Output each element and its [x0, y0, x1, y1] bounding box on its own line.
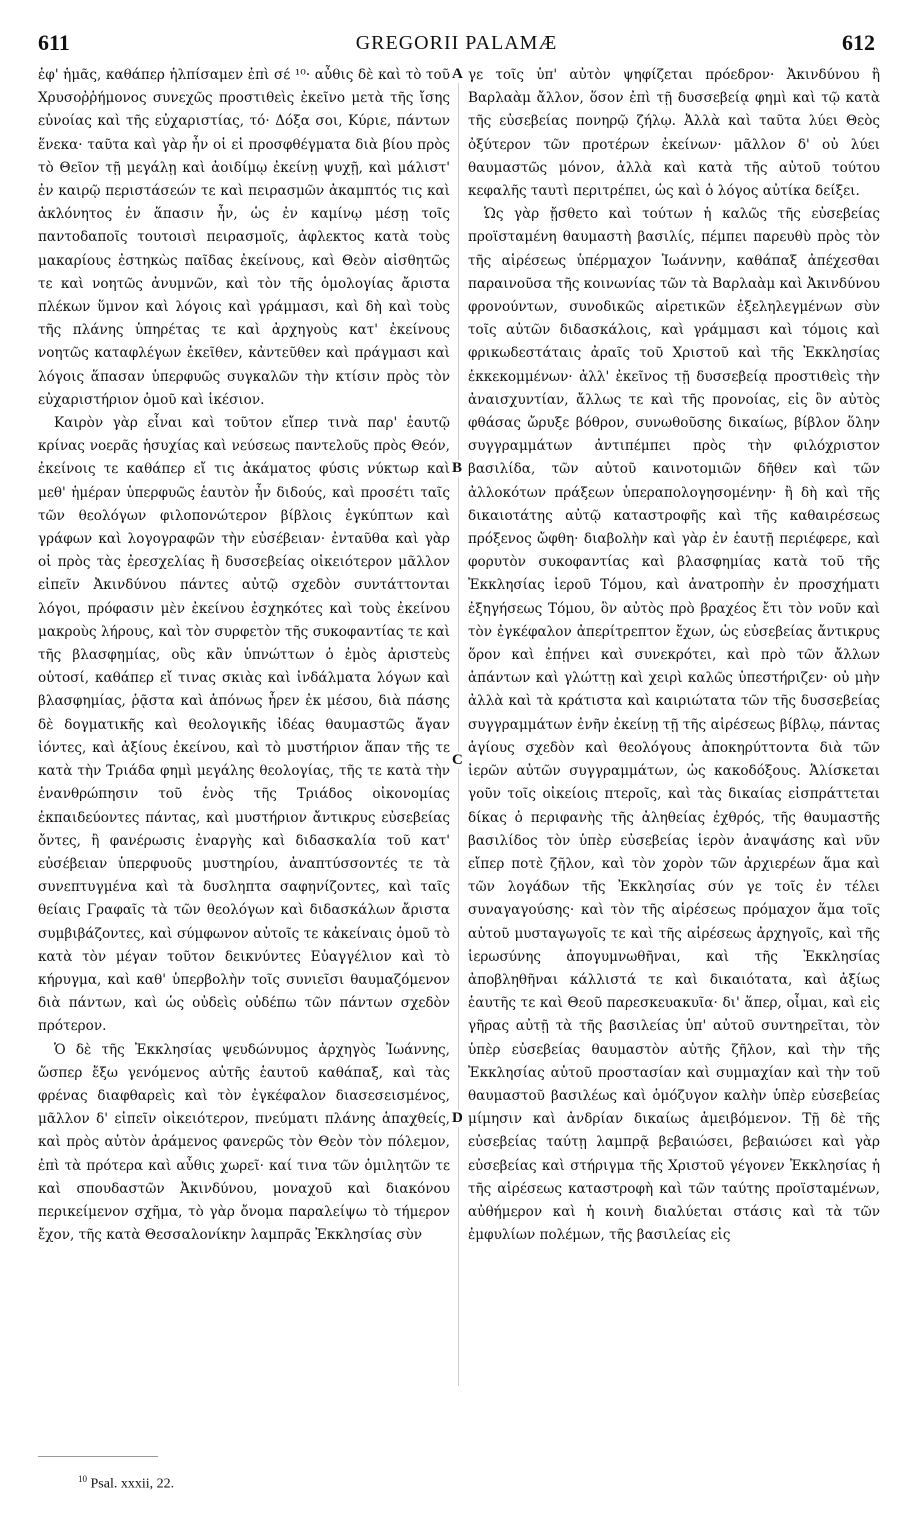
- page-number-right: 612: [842, 30, 875, 55]
- footnote-rule: [38, 1456, 158, 1457]
- running-title: GREGORII PALAMÆ: [355, 32, 558, 54]
- margin-marker-b: B: [452, 460, 463, 476]
- footnote: [78, 1474, 174, 1493]
- left-column: [38, 64, 450, 1247]
- margin-marker-d: D: [452, 1110, 463, 1126]
- column-divider: [458, 66, 459, 1386]
- footnote-text: Psal. xxxii, 22.: [90, 1476, 175, 1492]
- margin-marker-a: A: [452, 66, 463, 82]
- margin-marker-c: C: [452, 752, 463, 768]
- page-header: [38, 30, 875, 58]
- footnote-number: 10: [78, 1474, 87, 1484]
- paragraph: Ὡς γὰρ ᾔσθετο καὶ τούτων ἡ καλῶς τῆς εὐσεβείας προϊσταμένη θαυμαστὴ βασιλίς, πέμπει παρευθὺ πρὸς τὸν τῆς αἱρέσεως ὑπέρμαχον Ἰωάννην, καθάπαξ ἀπέχεσθαι παραινοῦσα τῆς κοινωνίας τῶν τὰ Βαρλαὰμ καὶ Ἀκινδύνου φρονούντων, συνοδικῶς αἱρετικῶν ἐξεληλεγμένων σὺν τοῖς αὐτῶν διδασκάλοις, καὶ γράμμασι καὶ τόμοις καὶ φρικωδεστάταις ἀραῖς τοῦ Χριστοῦ καὶ τῆς Ἐκκλησίας ἐκκεκομμένων· ἀλλ' ἐκεῖνος τῇ δυσσεβείᾳ προστιθεὶς τὴν ἀναισχυντίαν, ἄλλως τε καὶ τῆς προνοίας, εἰς ὃν αὐτὸς φθάσας ὤρυξε βόθρον, συνωθοῦσης δικαίως, βίβλον ὅλην συγγραμμάτων ἀντιπέμπει πρὸς τὴν φιλόχριστον βασιλίδα, τῶν αὐτοῦ καινοτομιῶν δῆθεν καὶ τῶν ἀλλοκότων πράξεων ὑπεραπολογησομένην· ἢ δὴ καὶ τῆς δικαιοτάτης αὐτῷ καταστροφῆς καὶ τῆς καθαιρέσεως πρόξενος ὤφθη· διαβολὴν καὶ γὰρ ἐν ἑαυτῇ περιέφερε, καὶ φορυτὸν συκοφαντίας καὶ βλασφημίας κατὰ τοῦ τῆς Ἐκκλησίας ἱεροῦ Τόμου, καὶ ἀνατροπὴν ἐν προσχήματι ἐξηγήσεως Τόμου, ὃν αὐτὸς πρὸ βραχέος ἔτι τὸν νοῦν καὶ τὸν ἐγκέφαλον ἀπερίτρεπτον ἔχων, ὡς εὐσεβείας ἄντικρυς ὅρον καὶ ἐπῄνει καὶ συνεκρότει, καὶ πρὸ τῶν ἄλλων ἁπάντων καὶ γλώττῃ καὶ χειρὶ καλῶς ὑπεστήριζεν· οὐ μὴν ἀλλὰ καὶ τὰ κράτιστα καὶ καιριώτατα τῶν τῆς δυσσεβείας συγγραμμάτων ἐνῆν ἐκείνῃ τῇ τῆς αἱρέσεως βίβλῳ, πάντας ἁγίους σχεδὸν καὶ θεολόγους ἀποκηρύττοντα διὰ τῶν ἱερῶν αὐτῶν συγγραμμάτων, ὡς κακοδόξους. Ἁλίσκεται γοῦν τοῖς οἰκείοις πτεροῖς, καὶ τὰς δικαίας εἰσπράττεται δίκας ὁ περιφανὴς τῆς ἀληθείας ἐχθρός, τῆς θαυμαστῆς βασιλίδος τὸν ὑπὲρ εὐσεβείας ἱερὸν ἀναψάσης καὶ νῦν εἴπερ ποτὲ ζῆλον, καὶ τὸν χορὸν τῶν ἀρχιερέων ἅμα καὶ τῶν λογάδων τῆς Ἐκκλησίας σύν γε τοῖς ἐν τέλει συναγαγούσης· καὶ τὸν τῆς αἱρέσεως πρόμαχον ἅμα τοῖς αὐτοῦ μυσταγωγοῖς τε καὶ τῆς αἱρέσεως ἀρχηγοῖς, καὶ τῆς ἱερωσύνης ἀπογυμνωθῆναι, καὶ τῆς Ἐκκλησίας ἀποβληθῆναι κάλλιστά τε καὶ δικαιότατα, καὶ ἀξίως ἑαυτῆς τε καὶ Θεοῦ παρεσκευακυῖα· δι' ἅπερ, οἶμαι, καὶ εἰς γῆρας αὐτῇ τὰ τῆς βασιλείας ὑπ' αὐτοῦ συντηρεῖται, τὸν ὑπὲρ εὐσεβείας θαυμαστὸν αὐτῆς ζῆλον, καὶ τὴν τῆς Ἐκκλησίας αὐτοῦ προστασίαν καὶ συμμαχίαν καὶ τὴν τοῦ θαυμαστοῦ βασιλέως καὶ ὁμόζυγον καλὴν ὑπὲρ εὐσεβείας μίμησιν καὶ ἀνδρίαν δικαίως ἀμειβόμενον. Τῇ δὲ τῆς εὐσεβείας ταύτῃ λαμπρᾷ βεβαιώσει, βεβαιώσει καὶ γὰρ εὐσεβείας καὶ στήριγμα τῆς Χριστοῦ γέγονεν Ἐκκλησίας ἡ τῆς αἱρέσεως καταστροφὴ καὶ τῶν ταύτης προϊσταμένων, αὐθήμερον καὶ ἡ κοινὴ διαλύεται στάσις καὶ τὰ τῶν ἐμφυλίων πολέμων, τῆς βασιλείας εἰς: [468, 206, 880, 1244]
- paragraph: γε τοῖς ὑπ' αὐτὸν ψηφίζεται πρόεδρον· Ἀκινδύνου ἢ Βαρλαὰμ ἄλλον, ὅσον ἐπὶ τῇ δυσσεβείᾳ φημὶ καὶ τῷ κατὰ τῆς εὐσεβείας πονηρῷ ζήλῳ. Ἀλλὰ καὶ ταῦτα λύει Θεὸς ὀξύτερον τῶν προτέρων ἐκείνων· μᾶλλον δ' οὐ λύει θαυμαστῶς μόνον, ἀλλὰ καὶ κατὰ τῆς αὐτοῦ τούτου κεφαλῆς ταυτὶ περιτρέπει, ὡς καὶ ὁ λόγος αὐτίκα δείξει.: [468, 67, 880, 200]
- paragraph: Ὁ δὲ τῆς Ἐκκλησίας ψευδώνυμος ἀρχηγὸς Ἰωάννης, ὥσπερ ἔξω γενόμενος αὐτῆς ἑαυτοῦ καθάπαξ, καὶ τὰς φρένας διαφθαρεὶς καὶ τὸν ἐγκέφαλον διασεσεισμένος, μᾶλλον δ' εἰπεῖν οἰκειότερον, πνεύματι πλάνης ἁπαχθείς, καὶ πρὸς αὐτὸν ἀράμενος φανερῶς τὸν Θεὸν τὸν πόλεμον, ἐπὶ τὰ πρότερα καὶ αὖθις χωρεῖ· καί τινα τῶν ὁμιλητῶν τε καὶ σπουδαστῶν Ἀκινδύνου, μοναχοῦ καὶ διακόνου περικείμενον σχῆμα, τὸ γὰρ ὄνομα παραλείψω τὸ τήμερον ἔχον, τῆς κατὰ Θεσσαλονίκην λαμπρᾶς Ἐκκλησίας σὺν: [38, 1041, 450, 1244]
- paragraph: Καιρὸν γὰρ εἶναι καὶ τοῦτον εἴπερ τινὰ παρ' ἑαυτῷ κρίνας νοερᾶς ἡσυχίας καὶ νεύσεως παντελοῦς πρὸς Θεόν, ἐκείνοις τε καθάπερ εἴ τις ἀκάματος φύσις νύκτωρ καὶ μεθ' ἡμέραν ὑπερφυῶς ἑαυτὸν ἦν διδούς, καὶ προσέτι ταῖς τῶν θεολόγων φιλοπονώτερον βίβλοις ἐγκύπτων καὶ γράφων καὶ λογογραφῶν τὴν εὐσέβειαν· ἐνταῦθα καὶ γὰρ οἱ πρὸς τὰς ἐρεσχελίας ἢ δυσσεβείας οἰκειότερον μᾶλλον εἰπεῖν Ἀκινδύνου πάντες αὐτῷ σχεδὸν συντάττονται λόγοι, πρόφασιν μὲν ἐκείνου ἐσχηκότες καὶ τοὺς ἐκείνου μακροὺς λήρους, καὶ τὸν συρφετὸν τῆς συκοφαντίας τε καὶ τῆς βλασφημίας, οὓς κἂν ὑπνώττων ὁ ἐμὸς ἀριστεὺς οὑτοσί, καθάπερ εἴ τινας σκιὰς καὶ ἰνδάλματα λόγων καὶ βλασφημίας, ῥᾷστα καὶ ἀπόνως ἦρεν ἐκ μέσου, διὰ πάσης δὲ δογματικῆς καὶ θεολογικῆς ἰδέας θαυμαστῶς ἄγαν ἰόντες, καὶ ἀξίους ἐκείνου, καὶ τὸ μυστήριον ἅπαν τῆς τε κατὰ τὴν Τριάδα φημὶ μεγάλης θεολογίας, τῆς τε κατὰ τὴν ἐνανθρώπησιν τοῦ ἑνὸς τῆς Τριάδος οἰκονομίας ἐκπαιδεύοντες πάντας, καὶ μυστήριον ἄντικρυς εὐσεβείας ὄντες, ἢ φανέρωσις ἐναργὴς καὶ διδασκαλία τοῦ κατ' εὐσέβειαν ὑπερφυοῦς μυστηρίου, ἀναπτύσσοντές τε τὰ συνεπτυγμένα καὶ τὰ δυσληπτα σαφηνίζοντες, καὶ ταῖς θείαις Γραφαῖς τὰ τῶν θεολόγων καὶ διδασκάλων ἄριστα συμβιβάζοντες, καὶ σύμφωνον αὐτοῖς τε κἀκείναις ὁμοῦ τὸ κατὰ τὸν μέγαν τοῦτον δεικνύντες Εὐαγγέλιον καὶ τὸ κήρυγμα, καὶ καθ' ὑπερβολὴν τοῖς συνιεῖσι θαυμαζόμενον διὰ πάντων, καὶ ὡς οὐδεὶς οὐδέπω τῶν πάντων σχεδὸν πρότερον.: [38, 415, 450, 1035]
- page-number-left: 611: [38, 30, 70, 55]
- right-column: [468, 64, 880, 1247]
- paragraph: ἐφ' ἡμᾶς, καθάπερ ἠλπίσαμεν ἐπὶ σέ ¹⁰· αὖθις δὲ καὶ τὸ τοῦ Χρυσοῤῥήμονος συνεχῶς προστιθεὶς ἐκεῖνο μετὰ τῆς ἴσης εὐνοίας καὶ τῆς εὐχαριστίας, τό· Δόξα σοι, Κύριε, πάντων ἕνεκα· ταῦτα καὶ γὰρ ἦν οἱ εἰ προσφθέγματα διὰ βίου πρὸς τὸ Θεῖον τῇ μεγάλῃ καὶ ἀοιδίμῳ ἐκείνῃ ψυχῇ, καὶ μάλιστ' ἐν καιρῷ περιστάσεών τε καὶ πειρασμῶν ἀκαμπτός τις καὶ ἀκλόνητος ἐν ἅπασιν ἦν, ὡς ἐν καμίνῳ μέσῃ τοῖς παντοδαποῖς τουτοισὶ πειρασμοῖς, ἀφλεκτος κατὰ τοὺς μακαρίους ἐστηκὼς παῖδας ἐκείνους, καὶ Θεὸν αἰσθητῶς τε καὶ νοητῶς ἀνυμνῶν, καὶ τὸν τῆς ὁμολογίας ἄριστα πλέκων ὕμνον καὶ λόγοις καὶ γράμμασι, καὶ δὴ καὶ τοὺς τῆς πλάνης ὑπηρέτας τε καὶ ἀρχηγοὺς κατ' ἐκείνους νοητῶς καταφλέγων ἐκεῖθεν, κἀντεῦθεν καὶ πράγμασι καὶ λόγοις ἅπασαν ὑπερφυῶς συγκαλῶν τὴν κτίσιν πρὸς τὸν εὐχαριστήριον ὁμοῦ καὶ ἱκέσιον.: [38, 67, 450, 408]
